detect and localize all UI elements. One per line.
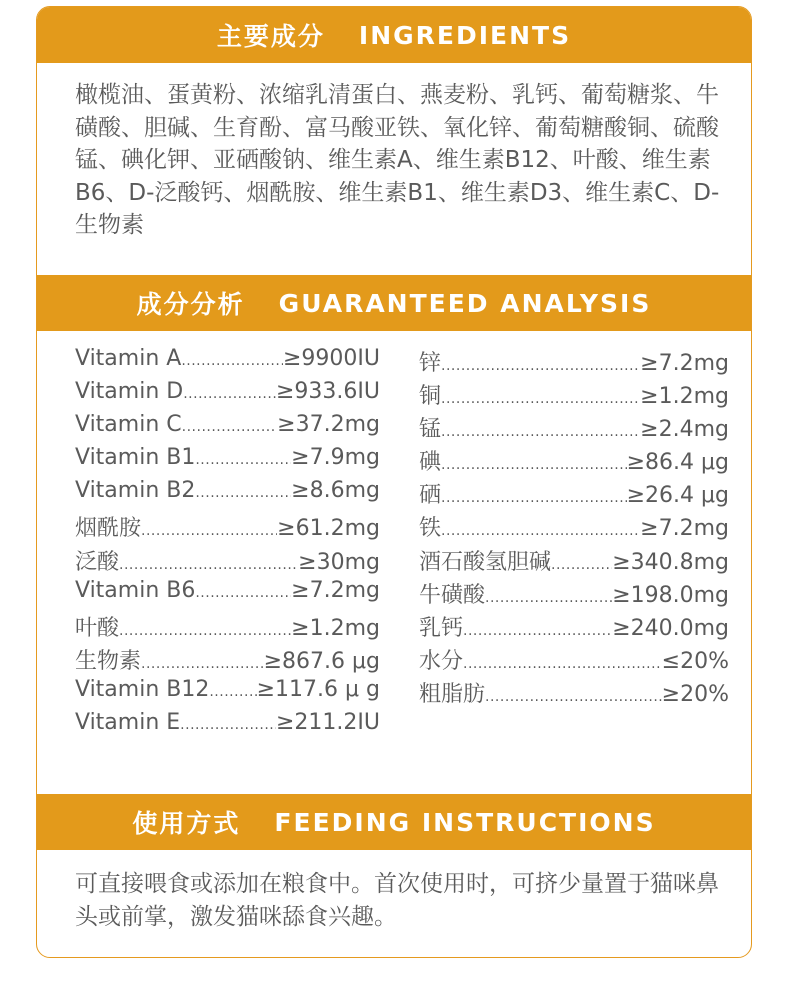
nutrient-label: 牛磺酸 (419, 582, 486, 608)
nutrient-label: Vitamin B1 (75, 445, 196, 471)
dot-leader (195, 452, 291, 468)
nutrient-value: ≥7.9mg (291, 445, 380, 471)
nutrient-label: 硒 (419, 483, 442, 509)
analysis-title-en: GUARANTEED ANALYSIS (278, 288, 652, 318)
analysis-row (419, 677, 729, 710)
analysis-row (75, 379, 380, 412)
analysis-title-cn: 成分分析 (136, 290, 245, 319)
nutrient-value: ≥2.4mg (640, 417, 729, 443)
ingredients-header (37, 7, 751, 63)
analysis-row (75, 445, 380, 478)
nutrient-value: ≥9900IU (282, 346, 380, 371)
analysis-row (75, 511, 380, 544)
analysis-header (37, 275, 751, 331)
analysis-row (419, 511, 729, 544)
feeding-text: 可直接喂食或添加在粮食中。首次使用时，可挤少量置于猫咪鼻头或前掌，激发猫咪舔食兴趣。 (75, 871, 719, 930)
analysis-row (75, 578, 380, 611)
nutrient-value: ≥30mg (298, 549, 380, 575)
nutrient-value: ≥7.2mg (640, 351, 729, 376)
nutrient-label: 锌 (419, 351, 442, 376)
ingredients-title-en: INGREDIENTS (358, 20, 572, 50)
nutrient-value: ≥1.2mg (640, 384, 729, 410)
analysis-row (419, 478, 729, 511)
dot-leader (141, 523, 277, 539)
analysis-row (75, 710, 380, 743)
nutrient-label: 生物素 (75, 648, 142, 674)
dot-leader (119, 557, 298, 573)
dot-leader (209, 684, 256, 700)
dot-leader (463, 623, 612, 639)
analysis-row (75, 412, 380, 445)
nutrient-value: ≥37.2mg (277, 412, 380, 438)
dot-leader (441, 457, 627, 473)
dot-leader (182, 419, 278, 435)
analysis-row (75, 611, 380, 644)
feeding-header (37, 794, 751, 850)
analysis-row (419, 644, 729, 677)
nutrient-value: ≥61.2mg (277, 516, 380, 542)
dot-leader (181, 353, 283, 369)
dot-leader (441, 391, 640, 407)
nutrient-label: Vitamin B6 (75, 577, 196, 603)
nutrient-label: 泛酸 (75, 549, 120, 575)
ingredients-title-cn: 主要成分 (216, 22, 325, 51)
nutrient-value: ≥867.6 μg (263, 648, 380, 674)
analysis-row (419, 379, 729, 412)
nutrient-label: Vitamin B2 (75, 478, 196, 504)
analysis-row (419, 611, 729, 644)
analysis-column-left (75, 346, 380, 743)
feeding-title-cn: 使用方式 (132, 809, 241, 838)
dot-leader (195, 585, 291, 601)
nutrient-label: 铜 (419, 384, 442, 410)
nutrient-label: 水分 (419, 648, 464, 674)
info-card (36, 6, 752, 958)
analysis-row (75, 677, 380, 710)
nutrient-label: 乳钙 (419, 615, 464, 641)
analysis-row (419, 346, 729, 379)
analysis-row (419, 412, 729, 445)
nutrient-value: ≥340.8mg (612, 549, 729, 575)
dot-leader (551, 557, 612, 573)
analysis-row (75, 545, 380, 578)
nutrient-value: ≥7.2mg (291, 577, 380, 603)
nutrient-value: ≥240.0mg (612, 615, 729, 641)
nutrient-value: ≥933.6IU (275, 379, 380, 405)
nutrient-value: ≥8.6mg (291, 478, 380, 504)
nutrient-label: 叶酸 (75, 615, 120, 641)
analysis-row (75, 346, 380, 379)
nutrient-value: ≥1.2mg (291, 615, 380, 641)
nutrient-label: 铁 (419, 516, 442, 542)
dot-leader (485, 590, 612, 606)
dot-leader (463, 656, 662, 672)
nutrient-value: ≥86.4 μg (626, 450, 729, 476)
dot-leader (180, 717, 276, 733)
nutrient-label: Vitamin A (75, 346, 182, 371)
dot-leader (183, 386, 276, 402)
dot-leader (195, 485, 291, 501)
ingredients-text: 橄榄油、蛋黄粉、浓缩乳清蛋白、燕麦粉、乳钙、葡萄糖浆、牛磺酸、胆碱、生育酚、富马酸亚铁、氧化锌、葡萄糖酸铜、硫酸锰、碘化钾、亚硒酸钠、维生素A、维生素B12、叶酸、维生素B6、D-泛酸钙、烟酰胺、维生素B1、维生素D3、维生素C、D-生物素 (75, 82, 720, 238)
nutrient-label: Vitamin C (75, 412, 182, 438)
nutrient-value: ≥7.2mg (640, 516, 729, 542)
analysis-column-right (419, 346, 729, 710)
nutrient-value: ≥198.0mg (612, 582, 729, 608)
dot-leader (141, 656, 264, 672)
nutrient-label: 烟酰胺 (75, 516, 142, 542)
nutrient-value: ≥117.6 μ g (256, 676, 380, 702)
dot-leader (441, 424, 640, 440)
dot-leader (485, 689, 662, 705)
nutrient-value: ≥26.4 μg (626, 483, 729, 509)
analysis-row (419, 578, 729, 611)
nutrient-label: 碘 (419, 450, 442, 476)
nutrient-value: ≤20% (661, 648, 729, 674)
nutrient-label: 锰 (419, 417, 442, 443)
dot-leader (441, 523, 640, 539)
nutrient-label: Vitamin B12 (75, 676, 210, 702)
feeding-title-en: FEEDING INSTRUCTIONS (274, 807, 656, 837)
nutrient-label: 酒石酸氢胆碱 (419, 549, 552, 575)
nutrient-label: 粗脂肪 (419, 681, 486, 707)
nutrient-value: ≥211.2IU (275, 710, 380, 736)
dot-leader (441, 490, 627, 506)
dot-leader (119, 623, 291, 639)
nutrient-value: ≥20% (661, 681, 729, 707)
analysis-row (75, 644, 380, 677)
nutrient-label: Vitamin E (75, 710, 181, 736)
analysis-row (419, 545, 729, 578)
analysis-row (75, 478, 380, 511)
dot-leader (441, 358, 640, 374)
analysis-row (419, 445, 729, 478)
nutrient-label: Vitamin D (75, 379, 184, 405)
